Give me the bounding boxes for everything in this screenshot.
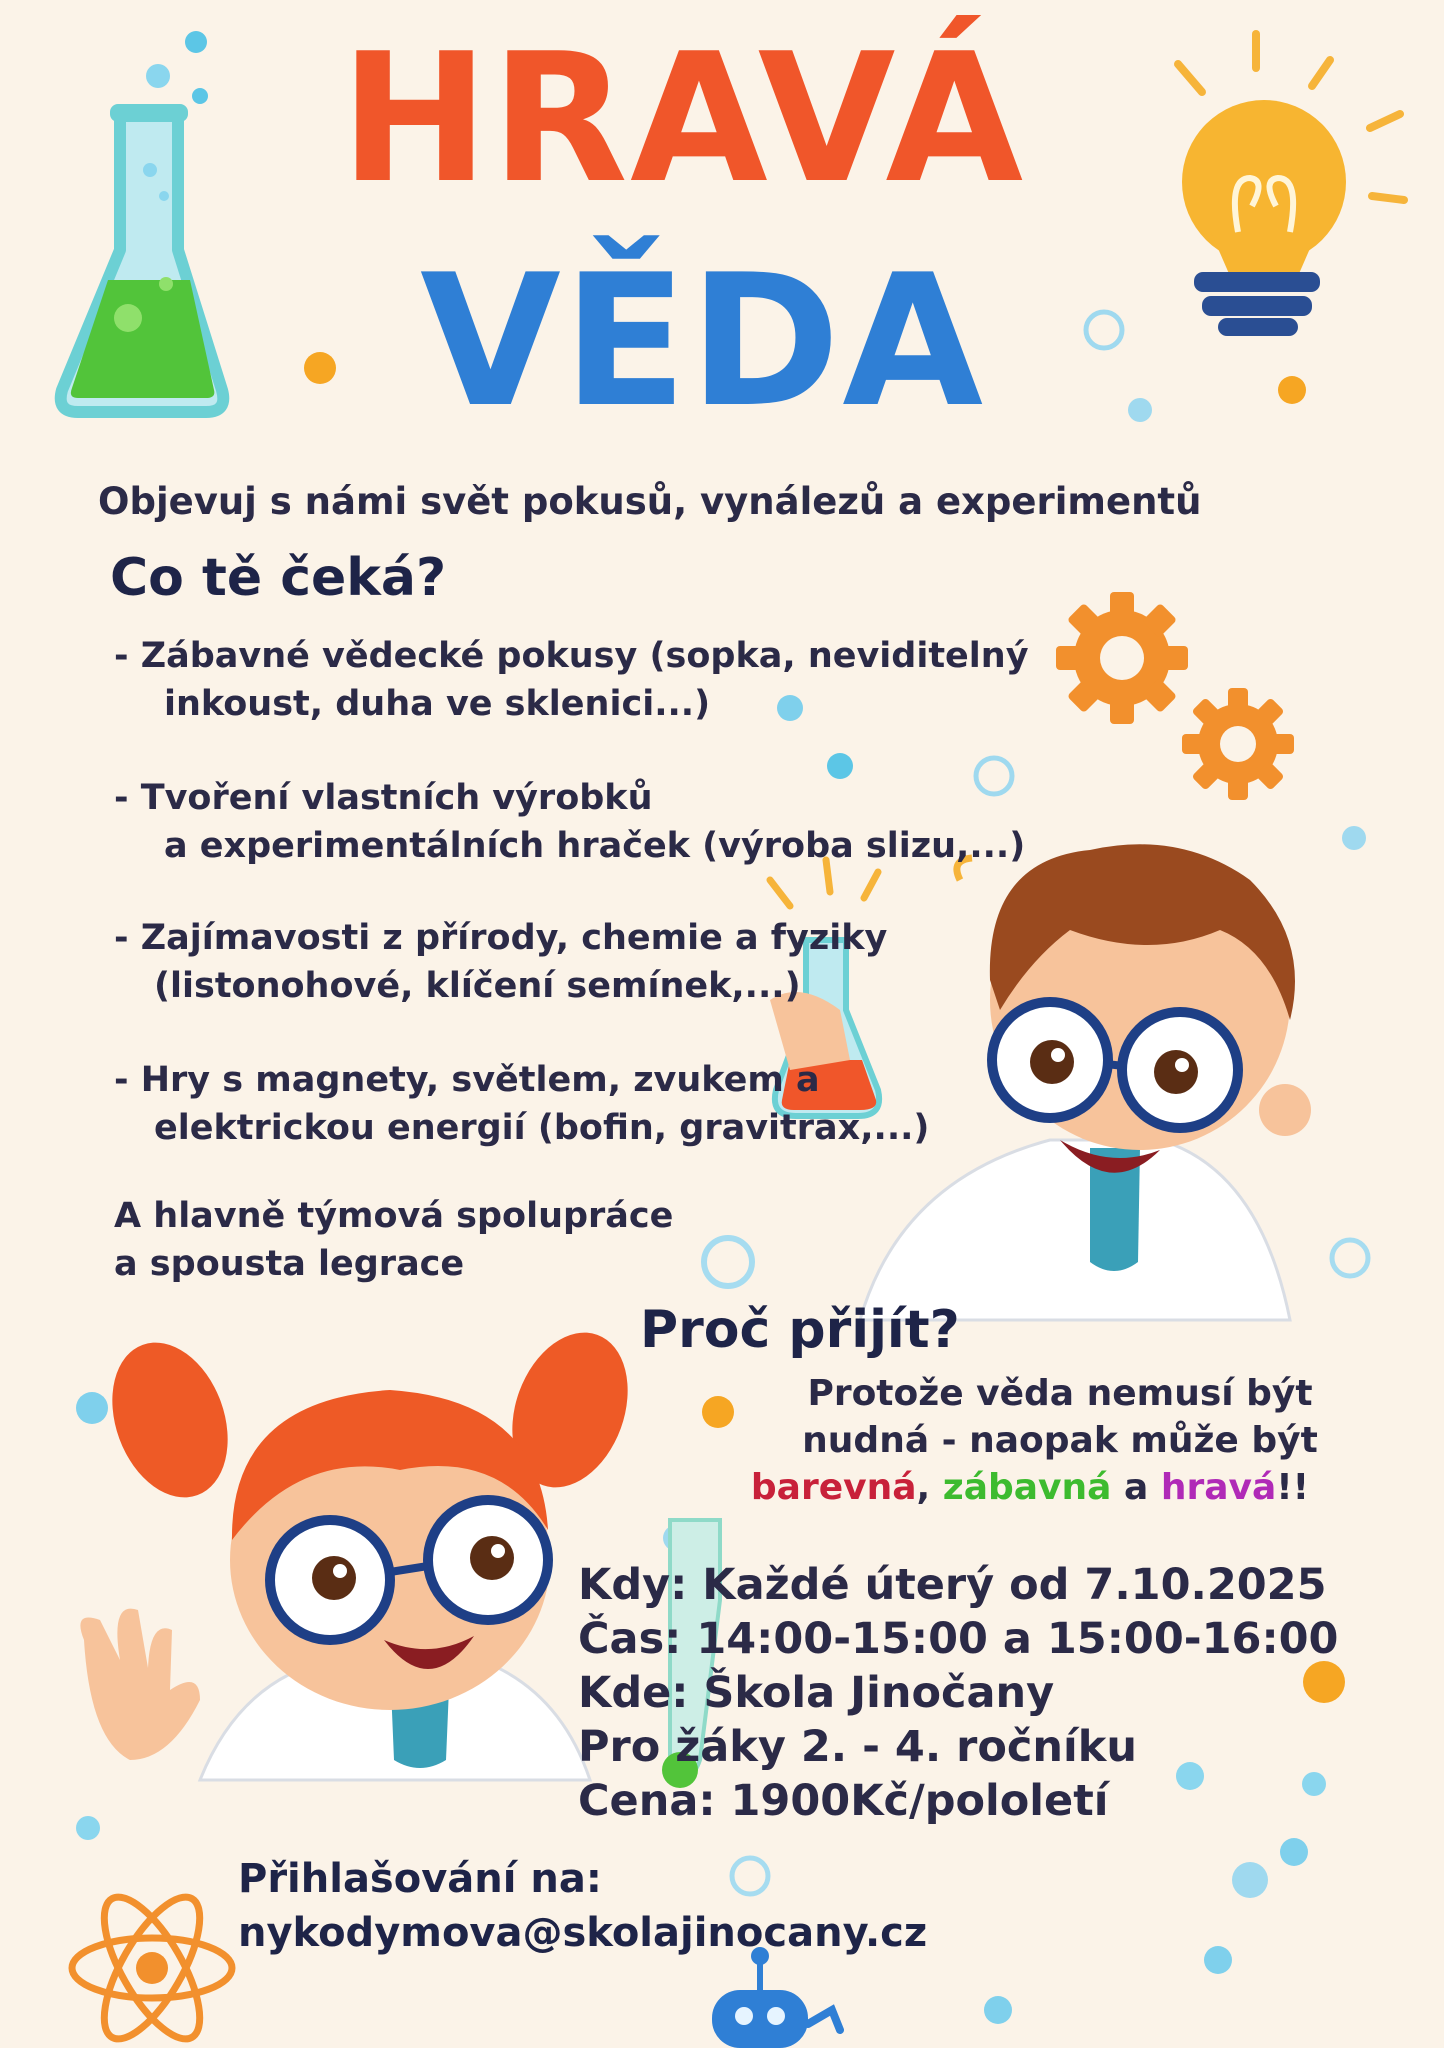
info-block — [578, 1558, 1338, 1828]
signup-email-link[interactable]: nykodymova@skolajinocany.cz — [238, 1910, 928, 1956]
word-playful: hravá — [1160, 1467, 1277, 1508]
closing-line: a spousta legrace — [114, 1244, 465, 1284]
word-fun: zábavná — [942, 1467, 1112, 1508]
gears-icon — [1056, 592, 1294, 800]
atom-icon — [72, 1884, 232, 2048]
word-colorful: barevná — [750, 1467, 917, 1508]
why-line-2: nudná - naopak může být — [802, 1420, 1318, 1461]
subtitle: Objevuj s námi svět pokusů, vynálezů a experimentů — [98, 480, 1202, 523]
title-line-2: VĚDA — [420, 235, 986, 447]
signup-label: Přihlašování na: — [238, 1856, 602, 1902]
list-item — [114, 1056, 929, 1152]
list-item-line: elektrickou energií (bofin, gravitrax,...) — [154, 1108, 930, 1148]
list-item-line: a experimentálních hraček (výroba slizu,...) — [164, 826, 1026, 866]
info-time: Čas: 14:00-15:00 a 15:00-16:00 — [578, 1614, 1339, 1664]
list-item — [114, 914, 887, 1010]
why-line-3 — [700, 1464, 1360, 1511]
info-when: Kdy: Každé úterý od 7.10.2025 — [578, 1560, 1327, 1610]
why-line-1: Protože věda nemusí být — [807, 1373, 1313, 1414]
list-item-line: - Zajímavosti z přírody, chemie a fyziky — [114, 918, 888, 958]
why-heading: Proč přijít? — [640, 1300, 960, 1360]
title-line-1: HRAVÁ — [340, 15, 1026, 222]
list-item-line: - Hry s magnety, světlem, zvukem a — [114, 1060, 820, 1100]
signup-block — [238, 1852, 927, 1960]
list-item — [114, 632, 1029, 728]
why-text — [750, 1370, 1360, 1511]
separator: , — [916, 1467, 943, 1508]
flask-icon — [61, 104, 224, 412]
lightbulb-icon — [1178, 34, 1404, 336]
separator: a — [1111, 1467, 1161, 1508]
what-heading: Co tě čeká? — [110, 548, 447, 608]
list-item-line: - Tvoření vlastních výrobků — [114, 778, 653, 818]
list-item-line: - Zábavné vědecké pokusy (sopka, neviditelný — [114, 636, 1029, 676]
info-where: Kde: Škola Jinočany — [578, 1668, 1055, 1718]
closing-line: A hlavně týmová spolupráce — [114, 1196, 674, 1236]
exclamation: !! — [1276, 1467, 1310, 1508]
info-price: Cena: 1900Kč/pololetí — [578, 1776, 1109, 1826]
closing-text — [114, 1192, 673, 1288]
list-item-line: (listonohové, klíčení semínek,...) — [154, 966, 801, 1006]
robot-icon — [712, 1947, 840, 2048]
list-item — [114, 774, 1025, 870]
info-for: Pro žáky 2. - 4. ročníku — [578, 1722, 1137, 1772]
list-item-line: inkoust, duha ve sklenici...) — [164, 684, 711, 724]
